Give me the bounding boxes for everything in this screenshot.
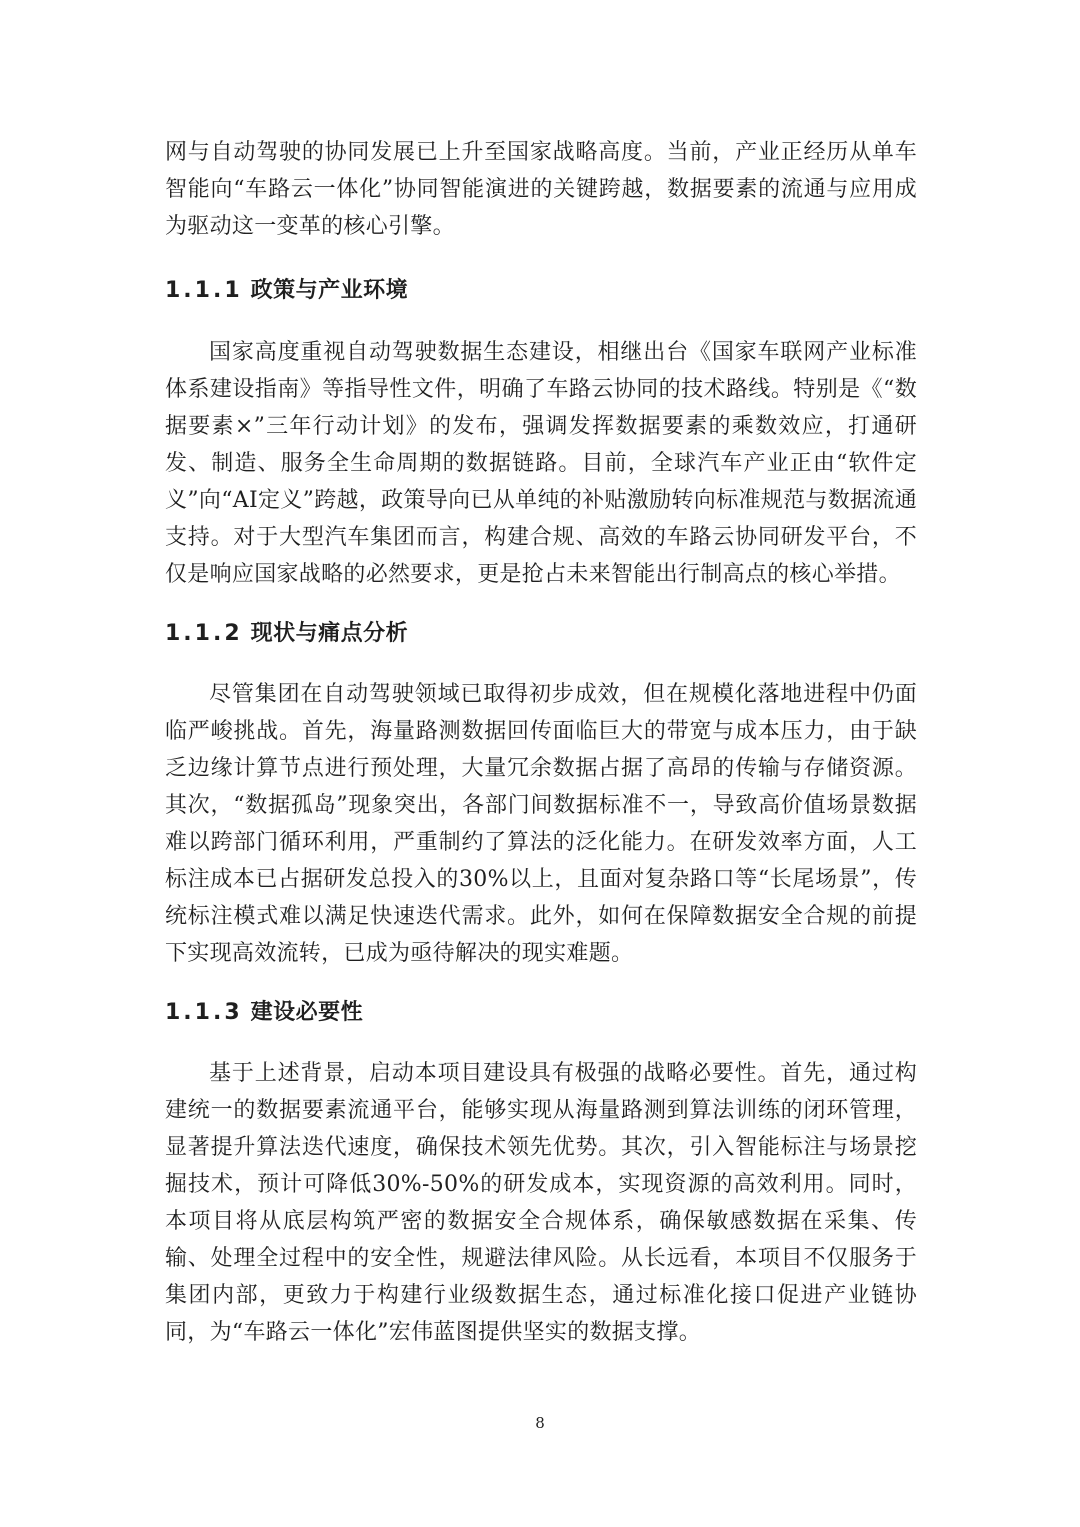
intro-paragraph: 网与自动驾驶的协同发展已上升至国家战略高度。当前，产业正经历从单车智能向“车路云一体化”协同智能演进的关键跨越，数据要素的流通与应用成为驱动这一变革的核心引擎。 (165, 140, 917, 239)
section-paragraph-necessity: 基于上述背景，启动本项目建设具有极强的战略必要性。首先，通过构建统一的数据要素流通平台，能够实现从海量路测到算法训练的闭环管理，显著提升算法迭代速度，确保技术领先优势。其次，引入智能标注与场景挖掘技术，预计可降低30%-50%的研发成本，实现资源的高效利用。同时，本项目将从底层构筑严密的数据安全合规体系，确保敏感数据在采集、传输、处理全过程中的安全性，规避法律风险。从长远看，本项目不仅服务于集团内部，更致力于构建行业级数据生态，通过标准化接口促进产业链协同，为“车路云一体化”宏伟蓝图提供坚实的数据支撑。 (165, 1061, 917, 1345)
section-number: 1.1.1 (165, 278, 243, 303)
section-paragraph-status: 尽管集团在自动驾驶领域已取得初步成效，但在规模化落地进程中仍面临严峻挑战。首先，海量路测数据回传面临巨大的带宽与成本压力，由于缺乏边缘计算节点进行预处理，大量冗余数据占据了高昂的传输与存储资源。其次，“数据孤岛”现象突出，各部门间数据标准不一，导致高价值场景数据难以跨部门循环利用，严重制约了算法的泛化能力。在研发效率方面，人工标注成本已占据研发总投入的30%以上，且面对复杂路口等“长尾场景”，传统标注模式难以满足快速迭代需求。此外，如何在保障数据安全合规的前提下实现高效流转，已成为亟待解决的现实难题。 (165, 682, 917, 966)
section-paragraph-policy: 国家高度重视自动驾驶数据生态建设，相继出台《国家车联网产业标准体系建设指南》等指导性文件，明确了车路云协同的技术路线。特别是《“数据要素×”三年行动计划》的发布，强调发挥数据要素的乘数效应，打通研发、制造、服务全生命周期的数据链路。目前，全球汽车产业正由“软件定义”向“AI定义”跨越，政策导向已从单纯的补贴激励转向标准规范与数据流通支持。对于大型汽车集团而言，构建合规、高效的车路云协同研发平台，不仅是响应国家战略的必然要求，更是抢占未来智能出行制高点的核心举措。 (165, 340, 917, 587)
section-heading-1-1-2 (165, 619, 408, 649)
section-number: 1.1.2 (165, 621, 243, 646)
section-title: 现状与痛点分析 (250, 621, 409, 646)
section-title: 政策与产业环境 (250, 278, 409, 303)
section-title: 建设必要性 (250, 1000, 364, 1025)
section-heading-1-1-3 (165, 998, 363, 1028)
section-heading-1-1-1 (165, 276, 408, 306)
section-number: 1.1.3 (165, 1000, 243, 1025)
page-number: 8 (535, 1414, 545, 1432)
